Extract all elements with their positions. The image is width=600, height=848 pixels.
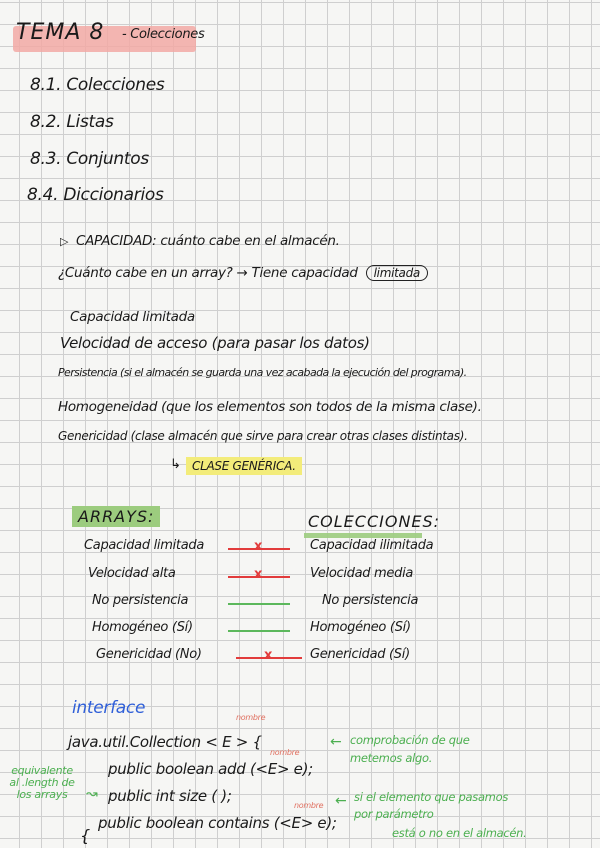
capacity-question: ¿Cuánto cabe en un array? → Tiene capacidad limitada xyxy=(58,265,428,281)
generic-class-label: CLASE GENÉRICA. xyxy=(186,457,302,475)
annotation-nombre: nombre xyxy=(236,713,266,722)
annotation-note: está o no en el almacén. xyxy=(392,826,527,840)
arrays-feature: Homogéneo (Sí) xyxy=(92,620,193,635)
index-item: 8.4. Diccionarios xyxy=(27,185,164,205)
index-item: 8.3. Conjuntos xyxy=(30,149,149,169)
index-item: 8.2. Listas xyxy=(30,112,114,132)
arrays-feature: Capacidad limitada xyxy=(84,538,205,553)
annotation-side-note: equivalente al .length de los arrays xyxy=(9,764,75,801)
collections-feature: Genericidad (Sí) xyxy=(310,647,410,662)
arrays-feature: No persistencia xyxy=(92,593,189,608)
page-subtitle: - Colecciones xyxy=(122,27,205,42)
interface-keyword: interface xyxy=(72,698,146,718)
arrow-icon: ↳ xyxy=(170,457,181,472)
collections-feature: Capacidad ilimitada xyxy=(310,538,434,553)
arrow-right-icon: ↝ xyxy=(86,786,98,802)
cross-mark-icon: x xyxy=(254,539,263,554)
page-title: TEMA 8 xyxy=(16,20,105,45)
annotation-note: comprobación de que metemos algo. xyxy=(350,733,470,765)
collections-header: COLECCIONES: xyxy=(308,512,441,531)
arrays-feature: Velocidad alta xyxy=(88,566,176,581)
code-line: public boolean add (<E> e); xyxy=(108,760,313,778)
cross-mark-icon: x xyxy=(254,567,263,582)
code-line: public int size ( ); xyxy=(108,787,232,805)
cross-mark-icon: x xyxy=(264,648,273,663)
collections-feature: Velocidad media xyxy=(310,566,414,581)
code-brace: { xyxy=(80,826,90,845)
arrow-left-icon: ← xyxy=(335,793,347,809)
capacity-circled-word: limitada xyxy=(366,265,428,281)
annotation-note: si el elemento que pasamos por parámetro xyxy=(354,790,509,821)
property-line: Persistencia (si el almacén se guarda una vez acabada la ejecución del programa). xyxy=(58,366,467,379)
code-line: public boolean contains (<E> e); xyxy=(98,814,337,832)
collections-feature: No persistencia xyxy=(322,593,419,608)
capacity-definition: CAPACIDAD: cuánto cabe en el almacén. xyxy=(76,233,340,249)
equal-line xyxy=(228,630,290,632)
property-line: Genericidad (clase almacén que sirve para crear otras clases distintas). xyxy=(58,429,468,443)
collections-feature: Homogéneo (Sí) xyxy=(310,620,411,635)
equal-line xyxy=(228,603,290,605)
index-item: 8.1. Colecciones xyxy=(30,75,165,95)
arrow-left-icon: ← xyxy=(330,734,342,750)
arrays-header: ARRAYS: xyxy=(72,506,160,527)
property-line: Homogeneidad (que los elementos son todos de la misma clase). xyxy=(58,399,482,415)
property-line: Capacidad limitada xyxy=(70,309,195,325)
property-line: Velocidad de acceso (para pasar los datos) xyxy=(60,334,370,352)
arrays-feature: Genericidad (No) xyxy=(96,647,202,662)
annotation-nombre: nombre xyxy=(294,801,324,810)
bullet-triangle-icon: ▷ xyxy=(60,235,69,248)
code-line: java.util.Collection < E > { xyxy=(68,733,262,751)
annotation-nombre: nombre xyxy=(270,748,300,757)
